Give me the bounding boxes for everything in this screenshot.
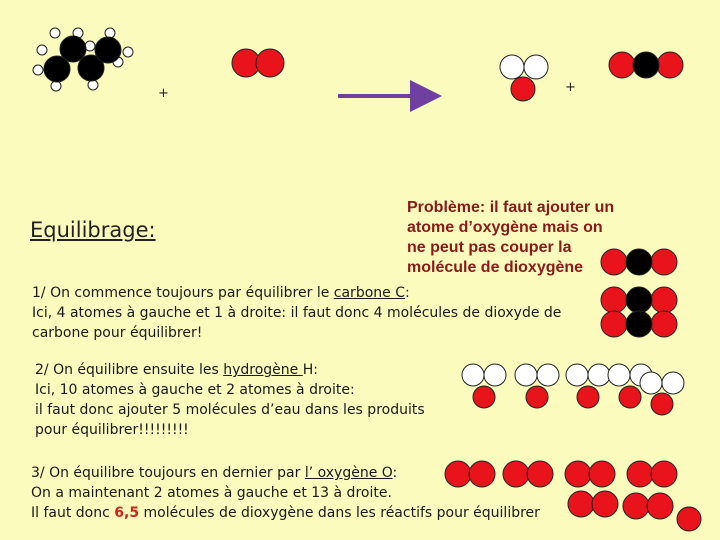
dioxygen-molecule-3	[565, 461, 615, 487]
problem-line-1: Problème: il faut ajouter un	[407, 199, 615, 216]
water-molecule-5	[640, 372, 684, 415]
dioxygen-molecule	[232, 49, 284, 77]
step-2-line-4: pour équilibrer!!!!!!!!!	[35, 422, 189, 438]
water-molecules-row	[462, 364, 684, 415]
water-molecule	[500, 55, 548, 101]
problem-note	[407, 198, 614, 278]
plus-sign-right: +	[565, 80, 576, 95]
dioxygen-molecule-4	[627, 461, 677, 487]
carbon-dioxide-molecule	[609, 52, 683, 78]
plus-sign-left: +	[158, 86, 169, 101]
step-3-keyword: l’ oxygène O	[304, 465, 393, 481]
step-1-colon: :	[404, 285, 410, 301]
problem-line-2: atome d’oxygène mais on	[407, 219, 603, 236]
carbon-dioxide-2	[601, 287, 677, 313]
step-1-line-3: carbone pour équilibrer!	[32, 325, 203, 341]
dioxygen-molecule-6	[623, 493, 673, 519]
problem-line-3: ne peut pas couper la	[407, 239, 572, 256]
carbon-dioxide-3	[601, 311, 677, 337]
step-3-line-3-post: molécules de dioxygène dans les réactifs pour équilibrer	[139, 505, 540, 521]
step-3-line-3-pre: Il faut donc	[31, 505, 115, 521]
step-2-line-3: il faut donc ajouter 5 molécules d’eau dans les produits	[35, 402, 425, 418]
step-3-after: :	[392, 465, 398, 481]
step-2-text	[35, 360, 425, 440]
dioxygen-molecule-5	[568, 491, 618, 517]
step-1-text	[32, 283, 561, 343]
step-2-after: H:	[302, 362, 318, 378]
step-1-intro: 1/ On commence toujours par équilibrer le	[32, 285, 334, 301]
water-molecule-2	[515, 364, 559, 408]
step-3-intro: 3/ On équilibre toujours en dernier par	[31, 465, 305, 481]
water-molecule-1	[462, 364, 506, 408]
step-3-value: 6,5	[114, 505, 140, 521]
oxygen-half-molecule	[677, 507, 701, 531]
water-molecule-3	[566, 364, 610, 408]
step-2-intro: 2/ On équilibre ensuite les	[35, 362, 224, 378]
step-2-keyword: hydrogène	[223, 362, 303, 378]
step-1-line-2: Ici, 4 atomes à gauche et 1 à droite: il faut donc 4 molécules de dioxyde de	[32, 305, 562, 321]
equilibrage-heading: Equilibrage:	[30, 218, 156, 242]
problem-line-4: molécule de dioxygène	[407, 259, 584, 276]
step-3-line-2: On a maintenant 2 atomes à gauche et 13 à droite.	[31, 485, 392, 501]
step-3-text	[31, 463, 540, 523]
step-2-line-2: Ici, 10 atomes à gauche et 2 atomes à droite:	[35, 382, 355, 398]
step-1-keyword: carbone C	[333, 285, 405, 301]
butane-molecule	[33, 28, 133, 91]
